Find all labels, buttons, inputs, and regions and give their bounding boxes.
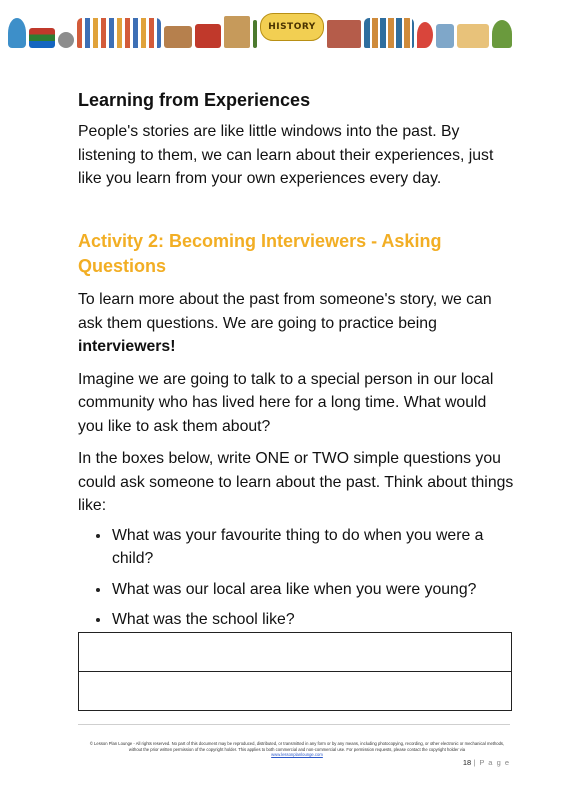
desk-globe-icon (492, 20, 512, 48)
question-ideas-list (78, 524, 516, 632)
website-link[interactable]: www.lessonplanlounge.com (271, 752, 323, 758)
bullet-text: What was our local area like when you were young? (112, 580, 477, 598)
bullet-dot (96, 618, 100, 622)
history-badge: HISTORY (260, 13, 324, 41)
map-icon (457, 24, 489, 48)
paragraph-1-text: To learn more about the past from someone's story, we can ask them questions. We are going to practice being (78, 291, 492, 332)
palm-tree-icon (253, 20, 257, 48)
building-icon (327, 20, 361, 48)
page-label: | P a g e (473, 758, 510, 767)
activity-paragraph-3: In the boxes below, write ONE or TWO simple questions you could ask someone to learn about the past. Think about things like: (78, 450, 514, 514)
map-pin-icon (417, 22, 433, 48)
activity-title: Activity 2: Becoming Interviewers - Asking Questions (78, 231, 442, 276)
bullet-dot (96, 588, 100, 592)
answer-box-2[interactable] (78, 671, 512, 711)
footer-divider (78, 724, 510, 725)
copyright-text: © Lesson Plan Lounge - All rights reserved. No part of this document may be reproduced, distributed, or transmitted in any form or by any means, including photocopying, recording, or other electronic or mechanical methods, without the prior written permission of the copyright holder. This applies to both commercial and non-commercial use. For permission requests, please contact the copyright holder via (89, 741, 505, 752)
list-item (78, 608, 516, 632)
robot-icon (436, 24, 454, 48)
activity-paragraph-2: Imagine we are going to talk to a special person in our local community who has lived here for a long time. What would you like to ask them about? (78, 370, 494, 435)
luggage-icon (195, 24, 221, 48)
list-item (78, 524, 516, 571)
page-number-value: 18 (462, 758, 472, 767)
activity-paragraph-1 (78, 288, 516, 359)
interviewers-bold: interviewers! (78, 338, 176, 355)
history-banner (8, 8, 577, 48)
bullet-text: What was your favourite thing to do when you were a child? (112, 526, 484, 567)
answer-box-1[interactable] (78, 632, 512, 672)
crowd-icon (364, 18, 414, 48)
intro-paragraph: People's stories are like little windows into the past. By listening to them, we can learn about their experiences, just like you learn from your own experiences every day. (78, 123, 494, 187)
bullet-text: What was the school like? (112, 611, 295, 628)
page-number (440, 758, 510, 767)
section-learning (78, 90, 516, 191)
books-icon (29, 28, 55, 48)
elephant-icon (58, 32, 74, 48)
castle-icon (224, 16, 250, 48)
globe-icon (8, 18, 26, 48)
activity-section (78, 229, 516, 632)
list-item (78, 578, 516, 602)
people-group-icon (77, 18, 161, 48)
copyright-footer (84, 741, 510, 758)
section-heading: Learning from Experiences (78, 90, 311, 110)
bullet-dot (96, 534, 100, 538)
cart-icon (164, 26, 192, 48)
